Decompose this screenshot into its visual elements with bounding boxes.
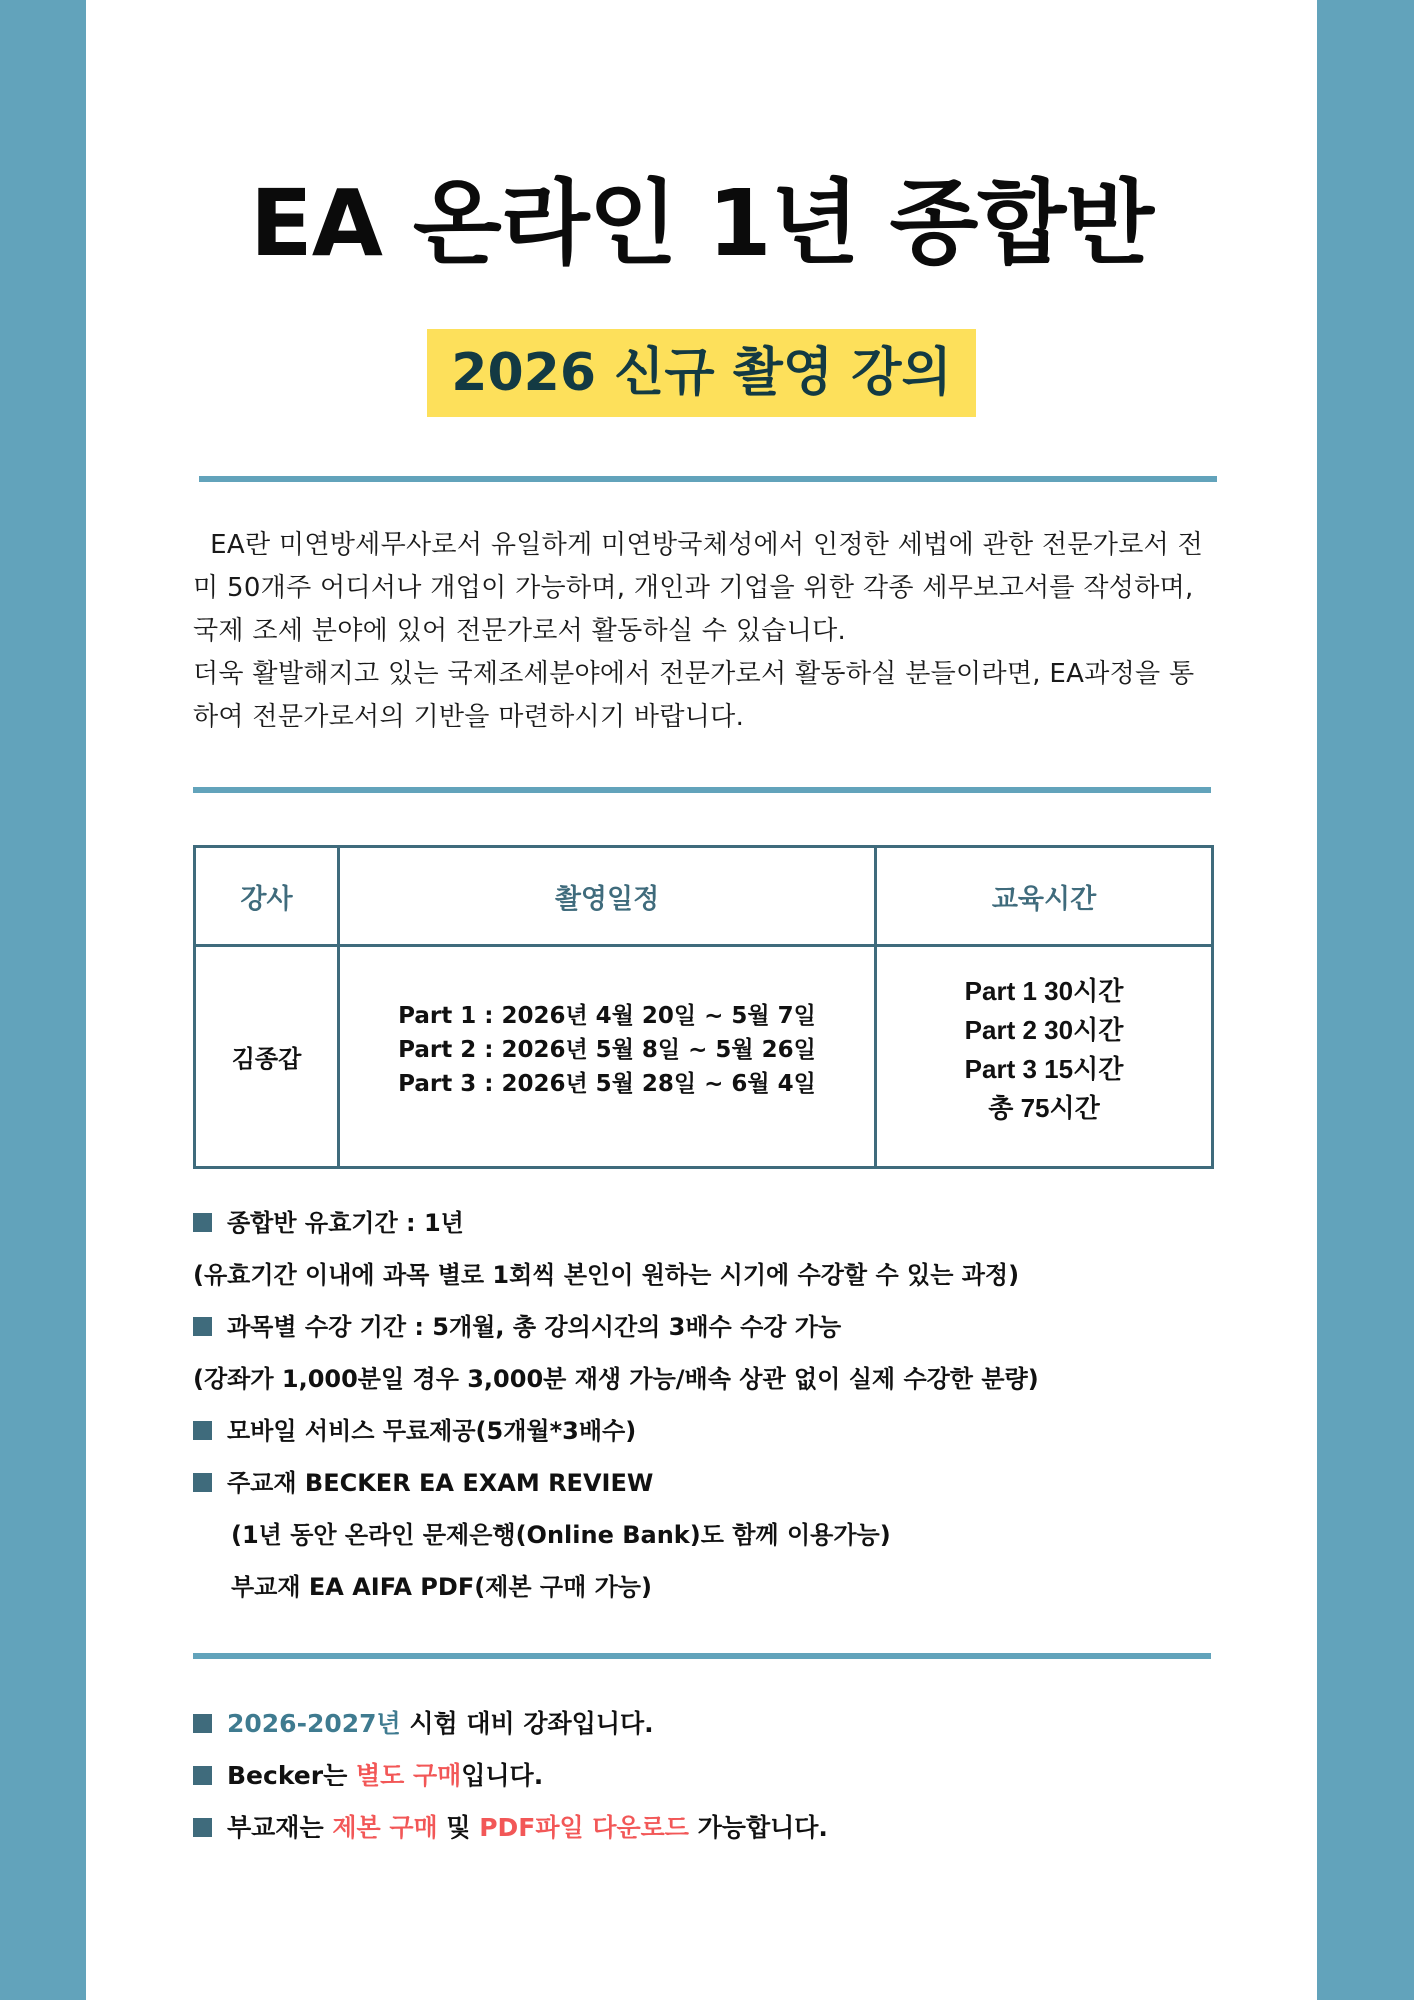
hours-part-2: Part 2 30시간 bbox=[964, 1015, 1124, 1045]
intro-text bbox=[193, 524, 1213, 739]
list-item: 종합반 유효기간 : 1년 bbox=[193, 1199, 1253, 1251]
date-part-3: Part 3 : 2026년 5월 28일 ~ 6월 4일 bbox=[398, 1071, 816, 1097]
separate-purchase-highlight: 별도 구매 bbox=[355, 1761, 462, 1790]
square-bullet-icon bbox=[193, 1818, 212, 1837]
page-title: EA 온라인 1년 종합반 bbox=[249, 170, 1154, 277]
square-bullet-icon bbox=[193, 1766, 212, 1785]
divider-3 bbox=[193, 1653, 1211, 1659]
intro-paragraph-1: EA란 미연방세무사로서 유일하게 미연방국체성에서 인정한 세법에 관한 전문가로서 전미 50개주 어디서나 개업이 가능하며, 개인과 기업을 위한 각종 세무보고서를 작성하며, 국제 조세 분야에 있어 전문가로서 활동하실 수 있습니다. bbox=[193, 530, 1204, 646]
pdf-download-highlight: PDF파일 다운로드 bbox=[479, 1813, 689, 1842]
list-item: 부교재는 제본 구매 및 PDF파일 다운로드 가능합니다. bbox=[193, 1804, 1253, 1856]
exam-years-highlight: 2026-2027년 bbox=[227, 1709, 401, 1738]
table-header-row bbox=[195, 847, 1213, 946]
list-item: 모바일 서비스 무료제공(5개월*3배수) bbox=[193, 1407, 1253, 1459]
list-item: 부교재 EA AIFA PDF(제본 구매 가능) bbox=[231, 1573, 652, 1601]
hours-total: 총 75시간 bbox=[988, 1093, 1100, 1123]
table-row bbox=[195, 946, 1213, 1168]
dates-cell bbox=[339, 946, 876, 1168]
list-item: 과목별 수강 기간 : 5개월, 총 강의시간의 3배수 수강 가능 bbox=[193, 1303, 1253, 1355]
square-bullet-icon bbox=[193, 1473, 212, 1492]
divider-2 bbox=[193, 787, 1211, 793]
list-item: (강좌가 1,000분일 경우 3,000분 재생 가능/배속 상관 없이 실제 수강한 분량) bbox=[193, 1365, 1039, 1393]
list-item: 2026-2027년 시험 대비 강좌입니다. bbox=[193, 1700, 1253, 1752]
instructor-cell: 김종갑 bbox=[195, 946, 339, 1168]
list-item: Becker는 별도 구매입니다. bbox=[193, 1752, 1253, 1804]
schedule-table bbox=[193, 845, 1214, 1169]
course-info-list bbox=[193, 1199, 1253, 1615]
list-item: 주교재 BECKER EA EXAM REVIEW bbox=[193, 1459, 1253, 1511]
subtitle-badge: 2026 신규 촬영 강의 bbox=[427, 329, 975, 417]
square-bullet-icon bbox=[193, 1317, 212, 1336]
date-part-1: Part 1 : 2026년 4월 20일 ~ 5월 7일 bbox=[398, 1003, 816, 1029]
binding-purchase-highlight: 제본 구매 bbox=[332, 1813, 438, 1842]
hours-part-3: Part 3 15시간 bbox=[964, 1054, 1124, 1084]
intro-paragraph-2: 더욱 활발해지고 있는 국제조세분야에서 전문가로서 활동하실 분들이라면, EA과정을 통하여 전문가로서의 기반을 마련하시기 바랍니다. bbox=[193, 659, 1195, 732]
header-instructor: 강사 bbox=[195, 847, 339, 946]
hours-cell bbox=[876, 946, 1213, 1168]
square-bullet-icon bbox=[193, 1421, 212, 1440]
list-item: (1년 동안 온라인 문제은행(Online Bank)도 함께 이용가능) bbox=[231, 1521, 891, 1549]
header-schedule: 촬영일정 bbox=[339, 847, 876, 946]
date-part-2: Part 2 : 2026년 5월 8일 ~ 5월 26일 bbox=[398, 1037, 816, 1063]
list-item: (유효기간 이내에 과목 별로 1회씩 본인이 원하는 시기에 수강할 수 있는 과정) bbox=[193, 1261, 1020, 1289]
square-bullet-icon bbox=[193, 1714, 212, 1733]
subtitle-container bbox=[86, 329, 1317, 417]
divider-1 bbox=[199, 476, 1217, 482]
notes-list bbox=[193, 1700, 1253, 1856]
square-bullet-icon bbox=[193, 1213, 212, 1232]
document-page bbox=[86, 0, 1317, 2000]
hours-part-1: Part 1 30시간 bbox=[964, 976, 1124, 1006]
header-hours: 교육시간 bbox=[876, 847, 1213, 946]
